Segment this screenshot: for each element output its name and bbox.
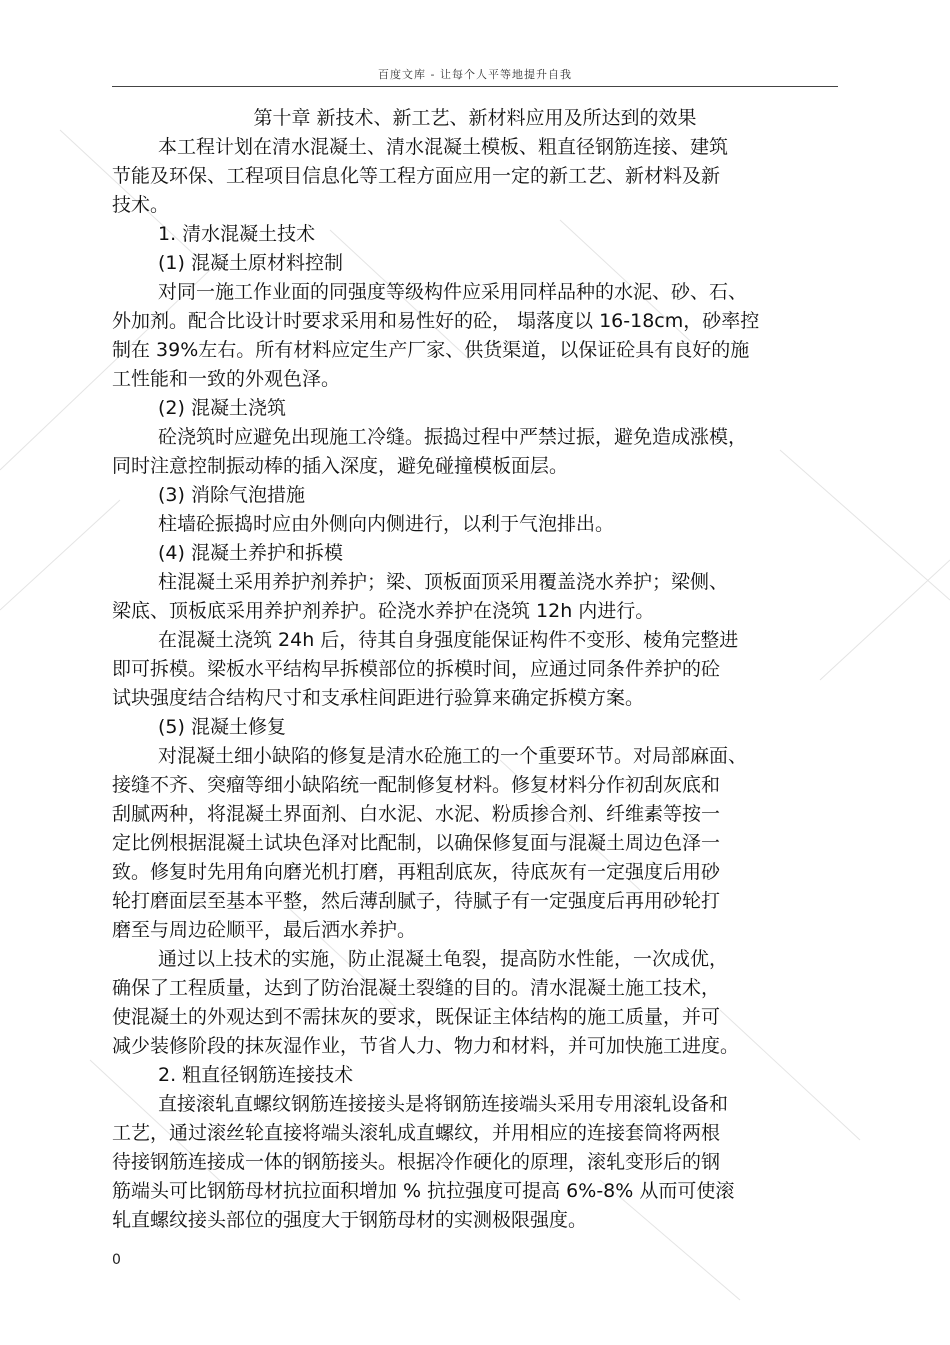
- paragraph-lines: [112, 133, 838, 1235]
- text-line: 1. 清水混凝土技术: [158, 223, 316, 245]
- text-line: 工艺，通过滚丝轮直接将端头滚轧成直螺纹，并用相应的连接套筒将两根: [112, 1122, 721, 1144]
- text-line: 节能及环保、工程项目信息化等工程方面应用一定的新工艺、新材料及新: [112, 165, 721, 187]
- text-line: (5) 混凝土修复: [158, 716, 286, 738]
- text-line: 柱墙砼振捣时应由外侧向内侧进行，以利于气泡排出。: [158, 513, 615, 535]
- text-line: 定比例根据混凝土试块色泽对比配制，以确保修复面与混凝土周边色泽一: [112, 832, 721, 854]
- text-line: 致。修复时先用角向磨光机打磨，再粗刮底灰，待底灰有一定强度后用砂: [112, 861, 721, 883]
- text-line: (3) 消除气泡措施: [158, 484, 305, 506]
- document-body: [112, 104, 838, 1235]
- text-line: 待接钢筋连接成一体的钢筋接头。根据冷作硬化的原理，滚轧变形后的钢: [112, 1151, 721, 1173]
- text-line: (4) 混凝土养护和拆模: [158, 542, 343, 564]
- text-line: 直接滚轧直螺纹钢筋连接接头是将钢筋连接端头采用专用滚轧设备和: [158, 1093, 729, 1115]
- text-line: 磨至与周边砼顺平，最后洒水养护。: [112, 919, 417, 941]
- text-line: 使混凝土的外观达到不需抹灰的要求，既保证主体结构的施工质量，并可: [112, 1006, 721, 1028]
- text-line: 本工程计划在清水混凝土、清水混凝土模板、粗直径钢筋连接、建筑: [158, 136, 729, 158]
- text-line: 2. 粗直径钢筋连接技术: [158, 1064, 354, 1086]
- watermark-line: [820, 560, 950, 680]
- text-line: 轮打磨面层至基本平整，然后薄刮腻子，待腻子有一定强度后再用砂轮打: [112, 890, 721, 912]
- text-line: 梁底、顶板底采用养护剂养护。砼浇水养护在浇筑 12h 内进行。: [112, 600, 655, 622]
- text-line: 对混凝土细小缺陷的修复是清水砼施工的一个重要环节。对局部麻面、: [158, 745, 748, 767]
- header-divider: [112, 86, 838, 87]
- text-line: 同时注意控制振动棒的插入深度，避免碰撞模板面层。: [112, 455, 569, 477]
- text-line: 砼浇筑时应避免出现施工冷缝。振捣过程中严禁过振，避免造成涨模，: [158, 426, 748, 448]
- text-line: 轧直螺纹接头部位的强度大于钢筋母材的实测极限强度。: [112, 1209, 588, 1231]
- text-line: 确保了工程质量，达到了防治混凝土裂缝的目的。清水混凝土施工技术，: [112, 977, 721, 999]
- watermark-line: [0, 500, 120, 610]
- text-line: 对同一施工作业面的同强度等级构件应采用同样品种的水泥、砂、石、: [158, 281, 748, 303]
- page-header: 百度文库 - 让每个人平等地提升自我: [378, 68, 572, 81]
- text-line: 刮腻两种，将混凝土界面剂、白水泥、水泥、粉质掺合剂、纤维素等按一: [112, 803, 721, 825]
- text-line: 制在 39%左右。所有材料应定生产厂家、供货渠道，以保证砼具有良好的施: [112, 339, 750, 361]
- text-line: 减少装修阶段的抹灰湿作业，节省人力、物力和材料，并可加快施工进度。: [112, 1035, 740, 1057]
- page-number: 0: [112, 1252, 121, 1268]
- text-line: (2) 混凝土浇筑: [158, 397, 286, 419]
- text-line: 试块强度结合结构尺寸和支承柱间距进行验算来确定拆模方案。: [112, 687, 645, 709]
- text-line: 在混凝土浇筑 24h 后，待其自身强度能保证构件不变形、棱角完整进: [158, 629, 739, 651]
- text-line: 工性能和一致的外观色泽。: [112, 368, 341, 390]
- text-line: (1) 混凝土原材料控制: [158, 252, 343, 274]
- text-line: 筋端头可比钢筋母材抗拉面积增加 % 抗拉强度可提高 6%-8% 从而可使滚: [112, 1180, 735, 1202]
- text-line: 即可拆模。梁板水平结构早拆模部位的拆模时间，应通过同条件养护的砼: [112, 658, 721, 680]
- text-line: 技术。: [112, 194, 170, 216]
- chapter-title: 第十章 新技术、新工艺、新材料应用及所达到的效果: [253, 107, 697, 129]
- text-line: 通过以上技术的实施，防止混凝土龟裂，提高防水性能，一次成优，: [158, 948, 729, 970]
- text-line: 接缝不齐、突瘤等细小缺陷统一配制修复材料。修复材料分作初刮灰底和: [112, 774, 721, 796]
- text-line: 外加剂。配合比设计时要求采用和易性好的砼， 塌落度以 16-18cm，砂率控: [112, 310, 760, 332]
- text-line: 柱混凝土采用养护剂养护；梁、顶板面顶采用覆盖浇水养护；梁侧、: [158, 571, 729, 593]
